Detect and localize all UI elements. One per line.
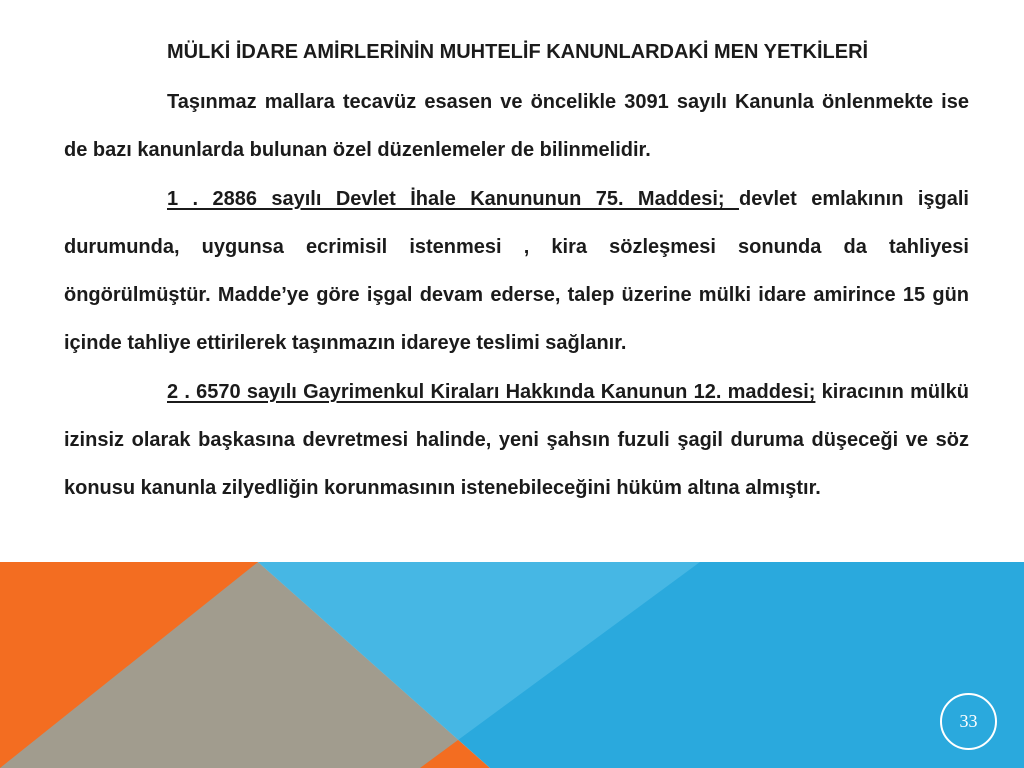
item-1-body: devlet emlakının işgali durumunda, uygunsa ecrimisil istenmesi , kira sözleşmesi sonunda da tahliyesi öngörülmüştür. Madde’ye göre işgal devam ederse, talep üzerine mülki idare amirince 15 gün içinde tahliye ettirilerek taşınmazın idareye teslimi sağlanır. (64, 188, 969, 354)
item-2-heading: 2 . 6570 sayılı Gayrimenkul Kiraları Hakkında Kanunun 12. maddesi; (167, 381, 816, 403)
slide-text-body (64, 28, 969, 513)
item-2-paragraph (64, 368, 969, 512)
item-2-body: kiracının mülkü izinsiz olarak başkasına devretmesi halinde, yeni şahsın fuzuli şagil duruma düşeceği ve söz konusu kanunla zilyedliğin korunmasının istenebileceğini hüküm altına almıştır. (64, 381, 970, 499)
item-1-paragraph (64, 175, 969, 367)
page-number-badge: 33 (940, 693, 997, 750)
slide-title: MÜLKİ İDARE AMİRLERİNİN MUHTELİF KANUNLARDAKİ MEN YETKİLERİ (167, 41, 869, 63)
intro-paragraph: Taşınmaz mallara tecavüz esasen ve öncelikle 3091 sayılı Kanunla önlenmekte ise de bazı kanunlarda bulunan özel düzenlemeler de bilinmelidir. (64, 91, 969, 161)
item-1-heading: 1 . 2886 sayılı Devlet İhale Kanununun 75. Maddesi; (167, 188, 739, 210)
